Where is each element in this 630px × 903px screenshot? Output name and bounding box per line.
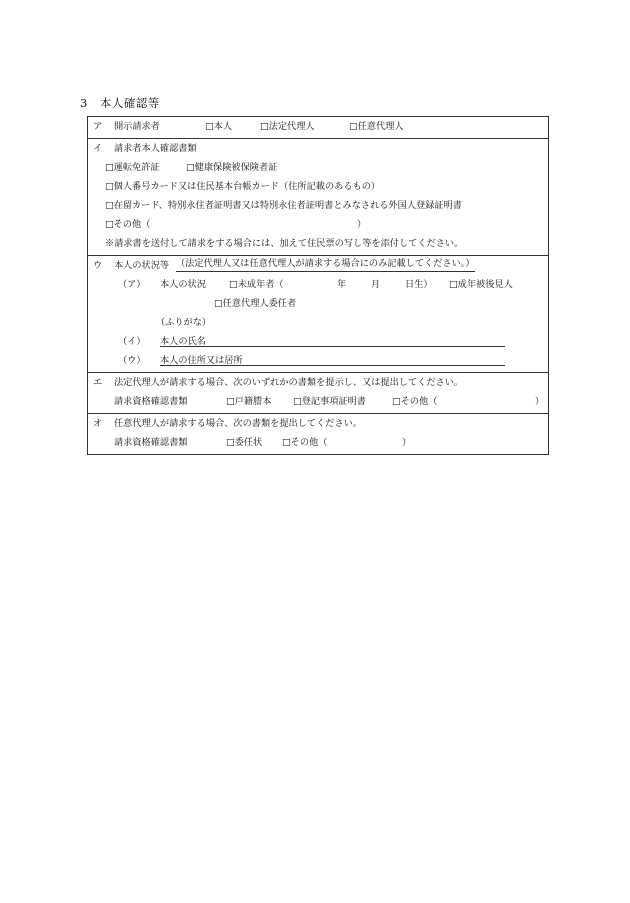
mail-request-note: ※請求書を送付して請求をする場合には、加えて住民票の写し等を添付してください。 [105,238,464,249]
requester-title: 開示請求者 [114,121,160,132]
voluntary-agent-docs-label: 請求資格確認書類 [114,437,188,448]
section-voluntary-agent-docs [88,413,548,454]
checkbox-adult-ward[interactable]: □成年被後見人 [449,279,513,290]
principal-name-label: 本人の氏名 [160,336,206,347]
principal-name-field[interactable] [160,332,505,347]
section-legal-agent-docs [88,372,548,413]
section-a-label: ア [93,121,103,132]
birth-month-label: 月 [371,279,381,290]
checkbox-drivers-license[interactable]: □運転免許証 [105,162,160,173]
checkbox-other-voluntary[interactable]: □その他（ [282,437,328,448]
section-u-label: ウ [93,260,103,271]
furigana-label: （ふりがな） [156,317,212,328]
checkbox-self[interactable]: □本人 [205,121,233,132]
checkbox-other-legal[interactable]: □その他（ [392,396,438,407]
item-b-label: （イ） [118,336,146,347]
identity-confirmation-form [87,116,549,455]
checkbox-my-number-card[interactable]: □個人番号カード又は住民基本台帳カード（住所記載のあるもの） [105,181,381,192]
section-o-label: オ [93,418,103,429]
checkbox-health-insurance[interactable]: □健康保険被保険者証 [186,162,278,173]
principal-status-note: （法定代理人又は任意代理人が請求する場合にのみ記載してください。） [176,256,475,272]
voluntary-agent-instruction: 任意代理人が請求する場合、次の書類を提出してください。 [114,418,363,429]
section-e-label: エ [93,377,103,388]
other-legal-close: ） [535,396,545,407]
checkbox-family-register[interactable]: □戸籍謄本 [226,396,272,407]
id-documents-title: 請求者本人確認書類 [114,143,197,154]
birth-day-label: 日生） [405,279,433,290]
birth-year-label: 年 [337,279,347,290]
legal-agent-instruction: 法定代理人が請求する場合、次のいずれかの書類を提示し、又は提出してください。 [114,377,464,388]
checkbox-minor[interactable]: □未成年者（ [229,279,284,290]
checkbox-residence-card[interactable]: □在留カード、特別永住者証明書又は特別永住者証明書とみなされる外国人登録証明書 [105,200,462,211]
section-title: 本人確認等 [99,96,160,110]
checkbox-legal-agent[interactable]: □法定代理人 [260,121,315,132]
item-c-label: （ウ） [118,355,146,366]
item-a-label: （ア） [118,279,146,290]
section-heading [80,95,160,111]
section-number: 3 [80,96,88,110]
other-voluntary-close: ） [402,437,412,448]
item-a-text: 本人の状況 [160,279,206,290]
legal-agent-docs-label: 請求資格確認書類 [114,396,188,407]
principal-address-field[interactable] [160,351,505,366]
section-i-label: イ [93,143,103,154]
section-principal-status [88,255,548,372]
checkbox-registry-certificate[interactable]: □登記事項証明書 [293,396,366,407]
principal-status-title: 本人の状況等 [114,260,170,271]
checkbox-power-of-attorney[interactable]: □委任状 [226,437,263,448]
checkbox-voluntary-agent[interactable]: □任意代理人 [349,121,404,132]
section-requester [88,117,548,138]
section-id-documents [88,138,548,255]
checkbox-other-id[interactable]: □その他（ [105,219,151,230]
other-id-close: ） [357,219,367,230]
principal-address-label: 本人の住所又は居所 [160,355,243,366]
checkbox-voluntary-principal[interactable]: □任意代理人委任者 [214,298,297,309]
